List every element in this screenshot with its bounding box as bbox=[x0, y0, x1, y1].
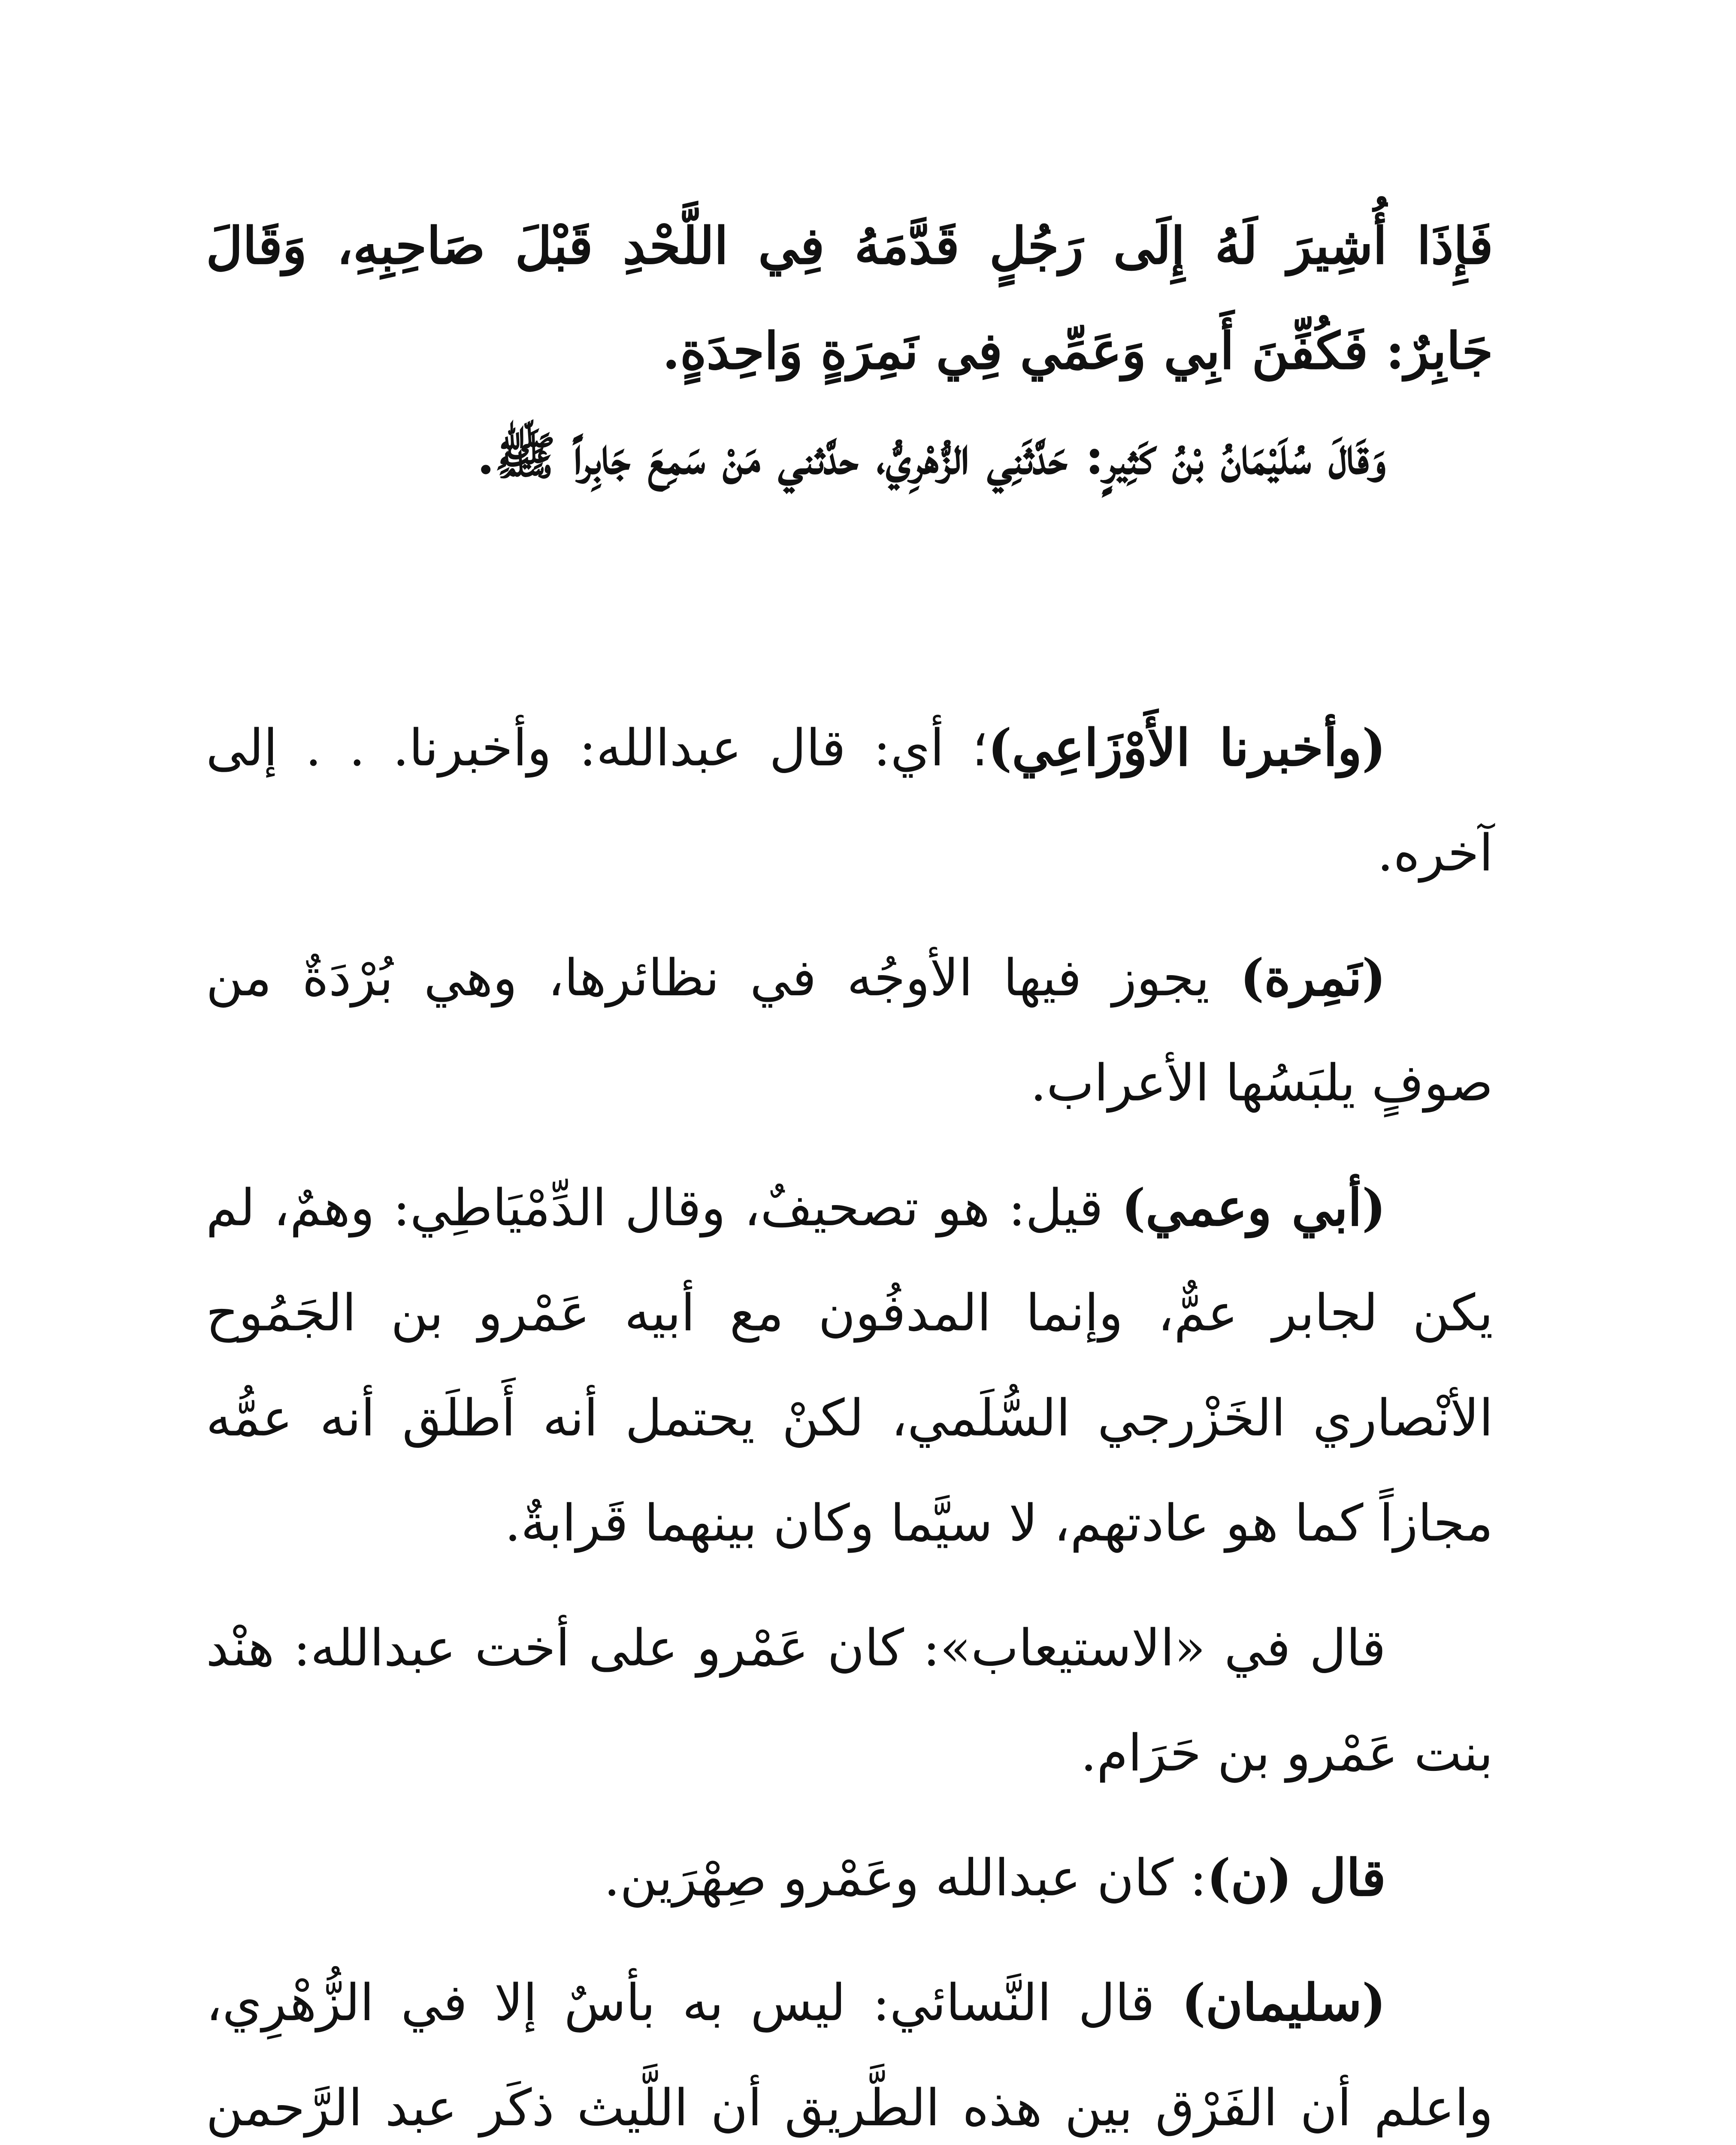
commentary-paragraph bbox=[206, 925, 1493, 1136]
commentary-paragraph bbox=[206, 695, 1493, 906]
lemma: (نَمِرة) bbox=[1240, 948, 1386, 1007]
commentary-paragraph bbox=[206, 1155, 1493, 1576]
lemma: (سليمان) bbox=[1181, 1973, 1386, 2032]
hadith-paragraph: فَإِذَا أُشِيرَ لَهُ إِلَى رَجُلٍ قَدَّمَهُ فِي اللَّحْدِ قَبْلَ صَاحِبِهِ، وَقَالَ جَابِرٌ: فَكُفِّنَ أَبِي وَعَمِّي فِي نَمِرَةٍ وَاحِدَةٍ. bbox=[206, 216, 1493, 381]
commentary-body: قال النَّسائي: ليس به بأسٌ إلا في الزُّهْرِي، واعلم أن الفَرْق بين هذه الطَّريق أن اللَّيث ذكَر عبد الرَّحمن bbox=[206, 1973, 1493, 2137]
commentary-body: : كان عبدالله وعَمْرو صِهْرَين. bbox=[604, 1848, 1207, 1907]
commentary-body: ؛ أي: قال عبدالله: وأخبرنا. . . إلى آخره. bbox=[206, 718, 1493, 882]
commentary-paragraph bbox=[206, 1950, 1493, 2145]
commentary-body: قال في «الاستيعاب»: كان عَمْرو على أخت عبدالله: هنْد بنت عَمْرو بن حَرَام. bbox=[206, 1618, 1493, 1782]
hadith-paragraph: وَقَالَ سُلَيْمَانُ بْنُ كَثِيرٍ: حَدَّثَنِي الزُّهْرِيُّ، حدَّثني مَنْ سَمِعَ جَابِراً ﷺ. bbox=[477, 426, 1386, 486]
commentary-text bbox=[206, 695, 1493, 2145]
lemma: (أبي وعمي) bbox=[1122, 1178, 1386, 1237]
hadith-text bbox=[206, 193, 1493, 508]
commentary-paragraph bbox=[206, 1595, 1493, 1806]
lemma: قال (ن) bbox=[1207, 1848, 1386, 1907]
commentary-paragraph bbox=[206, 1825, 1493, 1930]
commentary-body: قيل: هو تصحيفٌ، وقال الدِّمْيَاطِي: وهمٌ، لم يكن لجابر عمٌّ، وإنما المدفُون مع أبيه عَمْرو بن الجَمُوح الأنْصاري الخَزْرجي السُّلَمي، لكنْ يحتمل أنه أَطلَق أنه عمُّه مجازاً كما هو عادتهم، لا سيَّما وكان بينهما قَرابةٌ. bbox=[206, 1178, 1493, 1553]
commentary-body: يجوز فيها الأوجُه في نظائرها، وهي بُرْدَةٌ من صوفٍ يلبَسُها الأعراب. bbox=[206, 948, 1493, 1112]
lemma: (وأخبرنا الأَوْزَاعِي) bbox=[988, 718, 1386, 777]
